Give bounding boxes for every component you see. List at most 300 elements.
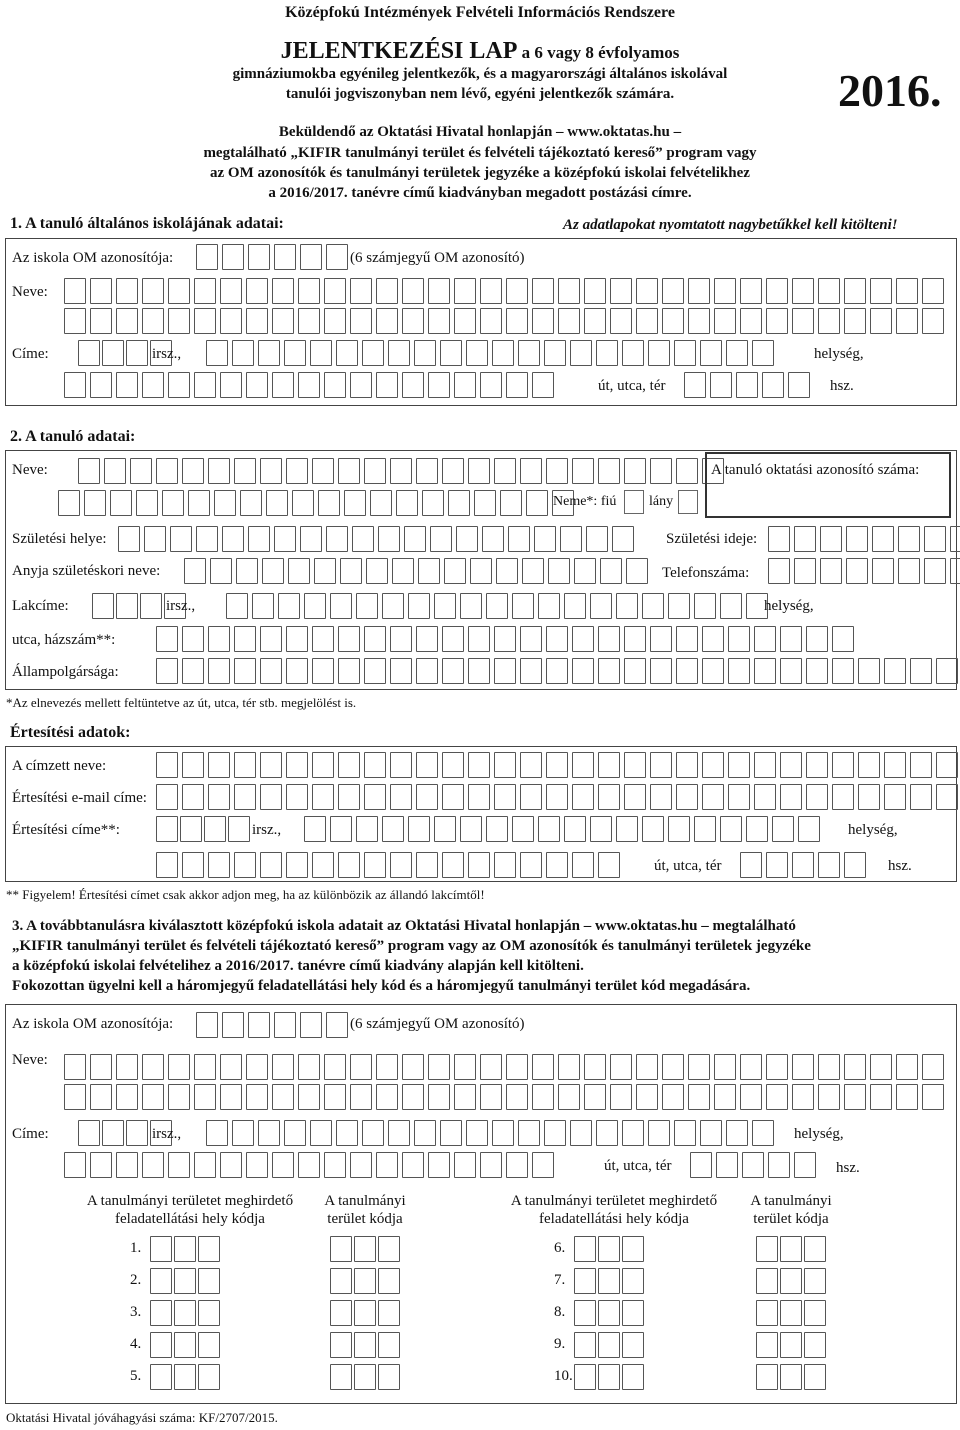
char-cell[interactable] xyxy=(662,1054,684,1080)
char-cell[interactable] xyxy=(338,658,360,684)
char-cell[interactable] xyxy=(402,1084,424,1110)
char-cell[interactable] xyxy=(884,752,906,778)
char-cell[interactable] xyxy=(558,278,580,304)
char-cell[interactable] xyxy=(260,852,282,878)
char-cell[interactable] xyxy=(742,1152,764,1178)
char-cell[interactable] xyxy=(248,526,270,552)
char-cell[interactable] xyxy=(694,816,716,842)
char-cell[interactable] xyxy=(182,852,204,878)
char-cell[interactable] xyxy=(310,340,332,366)
char-cell[interactable] xyxy=(752,1120,774,1146)
char-cell[interactable] xyxy=(598,784,620,810)
char-cell[interactable] xyxy=(222,1012,244,1038)
char-cell[interactable] xyxy=(662,278,684,304)
char-cell[interactable] xyxy=(676,626,698,652)
char-cell[interactable] xyxy=(440,1120,462,1146)
char-cell[interactable] xyxy=(324,308,346,334)
char-cell[interactable] xyxy=(142,1152,164,1178)
char-cell[interactable] xyxy=(274,526,296,552)
char-cell[interactable] xyxy=(220,278,242,304)
char-cell[interactable] xyxy=(338,784,360,810)
char-cell[interactable] xyxy=(896,308,918,334)
char-cell[interactable] xyxy=(150,1300,172,1326)
char-cell[interactable] xyxy=(714,1054,736,1080)
char-cell[interactable] xyxy=(780,1364,802,1390)
char-cell[interactable] xyxy=(300,244,322,270)
char-cell[interactable] xyxy=(572,852,594,878)
char-cell[interactable] xyxy=(174,1236,196,1262)
char-cell[interactable] xyxy=(798,816,820,842)
char-cell[interactable] xyxy=(208,626,230,652)
char-cell[interactable] xyxy=(804,1332,826,1358)
char-cell[interactable] xyxy=(532,1084,554,1110)
char-cell[interactable] xyxy=(416,658,438,684)
char-cell[interactable] xyxy=(454,308,476,334)
char-cell[interactable] xyxy=(454,278,476,304)
char-cell[interactable] xyxy=(454,1084,476,1110)
char-cell[interactable] xyxy=(532,308,554,334)
char-cell[interactable] xyxy=(416,458,438,484)
char-cell[interactable] xyxy=(382,816,404,842)
char-cell[interactable] xyxy=(416,752,438,778)
char-cell[interactable] xyxy=(756,1300,778,1326)
char-cell[interactable] xyxy=(574,1332,596,1358)
char-cell[interactable] xyxy=(642,593,664,619)
char-cell[interactable] xyxy=(126,340,148,366)
char-cell[interactable] xyxy=(714,1084,736,1110)
char-cell[interactable] xyxy=(182,752,204,778)
char-cell[interactable] xyxy=(330,1364,352,1390)
char-cell[interactable] xyxy=(194,372,216,398)
char-cell[interactable] xyxy=(298,372,320,398)
char-cell[interactable] xyxy=(182,784,204,810)
char-cell[interactable] xyxy=(574,558,596,584)
char-cell[interactable] xyxy=(356,816,378,842)
char-cell[interactable] xyxy=(116,372,138,398)
char-cell[interactable] xyxy=(754,752,776,778)
char-cell[interactable] xyxy=(352,526,374,552)
char-cell[interactable] xyxy=(584,308,606,334)
char-cell[interactable] xyxy=(522,558,544,584)
char-cell[interactable] xyxy=(650,658,672,684)
char-cell[interactable] xyxy=(116,1084,138,1110)
char-cell[interactable] xyxy=(338,458,360,484)
char-cell[interactable] xyxy=(222,244,244,270)
char-cell[interactable] xyxy=(246,1054,268,1080)
char-cell[interactable] xyxy=(434,593,456,619)
char-cell[interactable] xyxy=(326,244,348,270)
char-cell[interactable] xyxy=(156,784,178,810)
char-cell[interactable] xyxy=(390,752,412,778)
char-cell[interactable] xyxy=(832,784,854,810)
char-cell[interactable] xyxy=(936,784,958,810)
char-cell[interactable] xyxy=(220,308,242,334)
char-cell[interactable] xyxy=(780,626,802,652)
char-cell[interactable] xyxy=(492,340,514,366)
char-cell[interactable] xyxy=(208,852,230,878)
char-cell[interactable] xyxy=(584,1084,606,1110)
char-cell[interactable] xyxy=(728,784,750,810)
char-cell[interactable] xyxy=(590,816,612,842)
char-cell[interactable] xyxy=(402,308,424,334)
char-cell[interactable] xyxy=(720,593,742,619)
char-cell[interactable] xyxy=(844,1084,866,1110)
char-cell[interactable] xyxy=(364,658,386,684)
char-cell[interactable] xyxy=(64,1152,86,1178)
char-cell[interactable] xyxy=(150,1332,172,1358)
char-cell[interactable] xyxy=(284,340,306,366)
char-cell[interactable] xyxy=(780,658,802,684)
char-cell[interactable] xyxy=(648,1120,670,1146)
char-cell[interactable] xyxy=(468,658,490,684)
char-cell[interactable] xyxy=(448,490,470,516)
char-cell[interactable] xyxy=(584,278,606,304)
char-cell[interactable] xyxy=(600,558,622,584)
char-cell[interactable] xyxy=(688,1084,710,1110)
char-cell[interactable] xyxy=(780,1236,802,1262)
char-cell[interactable] xyxy=(804,1300,826,1326)
char-cell[interactable] xyxy=(414,340,436,366)
char-cell[interactable] xyxy=(506,1054,528,1080)
char-cell[interactable] xyxy=(326,526,348,552)
char-cell[interactable] xyxy=(598,852,620,878)
char-cell[interactable] xyxy=(780,1332,802,1358)
char-cell[interactable] xyxy=(174,1268,196,1294)
char-cell[interactable] xyxy=(570,1120,592,1146)
char-cell[interactable] xyxy=(714,278,736,304)
char-cell[interactable] xyxy=(298,1084,320,1110)
char-cell[interactable] xyxy=(662,308,684,334)
char-cell[interactable] xyxy=(558,1084,580,1110)
char-cell[interactable] xyxy=(688,1054,710,1080)
char-cell[interactable] xyxy=(494,752,516,778)
char-cell[interactable] xyxy=(788,372,810,398)
char-cell[interactable] xyxy=(728,658,750,684)
char-cell[interactable] xyxy=(110,490,132,516)
char-cell[interactable] xyxy=(300,526,322,552)
char-cell[interactable] xyxy=(64,1084,86,1110)
char-cell[interactable] xyxy=(262,558,284,584)
char-cell[interactable] xyxy=(90,278,112,304)
char-cell[interactable] xyxy=(378,526,400,552)
char-cell[interactable] xyxy=(286,658,308,684)
char-cell[interactable] xyxy=(376,278,398,304)
char-cell[interactable] xyxy=(610,1084,632,1110)
char-cell[interactable] xyxy=(676,752,698,778)
char-cell[interactable] xyxy=(116,278,138,304)
char-cell[interactable] xyxy=(676,458,698,484)
char-cell[interactable] xyxy=(390,852,412,878)
char-cell[interactable] xyxy=(324,1152,346,1178)
char-cell[interactable] xyxy=(390,658,412,684)
char-cell[interactable] xyxy=(688,278,710,304)
char-cell[interactable] xyxy=(818,1084,840,1110)
char-cell[interactable] xyxy=(422,490,444,516)
char-cell[interactable] xyxy=(442,852,464,878)
char-cell[interactable] xyxy=(180,816,202,842)
char-cell[interactable] xyxy=(806,626,828,652)
char-cell[interactable] xyxy=(204,816,226,842)
char-cell[interactable] xyxy=(90,372,112,398)
char-cell[interactable] xyxy=(922,308,944,334)
char-cell[interactable] xyxy=(702,626,724,652)
char-cell[interactable] xyxy=(872,558,894,584)
char-cell[interactable] xyxy=(312,626,334,652)
char-cell[interactable] xyxy=(870,1084,892,1110)
char-cell[interactable] xyxy=(292,490,314,516)
char-cell[interactable] xyxy=(272,1152,294,1178)
char-cell[interactable] xyxy=(766,278,788,304)
char-cell[interactable] xyxy=(354,1300,376,1326)
s2-gender-male-box[interactable] xyxy=(624,490,644,514)
char-cell[interactable] xyxy=(198,1236,220,1262)
char-cell[interactable] xyxy=(586,526,608,552)
char-cell[interactable] xyxy=(260,458,282,484)
char-cell[interactable] xyxy=(756,1332,778,1358)
char-cell[interactable] xyxy=(376,308,398,334)
char-cell[interactable] xyxy=(330,816,352,842)
char-cell[interactable] xyxy=(898,526,920,552)
char-cell[interactable] xyxy=(636,1054,658,1080)
char-cell[interactable] xyxy=(468,752,490,778)
char-cell[interactable] xyxy=(702,784,724,810)
char-cell[interactable] xyxy=(248,244,270,270)
char-cell[interactable] xyxy=(454,372,476,398)
char-cell[interactable] xyxy=(612,526,634,552)
char-cell[interactable] xyxy=(624,458,646,484)
char-cell[interactable] xyxy=(286,752,308,778)
char-cell[interactable] xyxy=(756,1268,778,1294)
char-cell[interactable] xyxy=(182,458,204,484)
char-cell[interactable] xyxy=(168,1084,190,1110)
char-cell[interactable] xyxy=(726,340,748,366)
char-cell[interactable] xyxy=(350,308,372,334)
char-cell[interactable] xyxy=(726,1120,748,1146)
char-cell[interactable] xyxy=(240,490,262,516)
char-cell[interactable] xyxy=(312,458,334,484)
char-cell[interactable] xyxy=(480,1152,502,1178)
char-cell[interactable] xyxy=(198,1364,220,1390)
char-cell[interactable] xyxy=(234,658,256,684)
char-cell[interactable] xyxy=(792,1084,814,1110)
char-cell[interactable] xyxy=(156,816,178,842)
char-cell[interactable] xyxy=(794,558,816,584)
char-cell[interactable] xyxy=(896,1084,918,1110)
char-cell[interactable] xyxy=(318,490,340,516)
char-cell[interactable] xyxy=(174,1364,196,1390)
char-cell[interactable] xyxy=(460,816,482,842)
char-cell[interactable] xyxy=(274,1012,296,1038)
char-cell[interactable] xyxy=(390,458,412,484)
char-cell[interactable] xyxy=(364,626,386,652)
char-cell[interactable] xyxy=(304,593,326,619)
char-cell[interactable] xyxy=(194,308,216,334)
char-cell[interactable] xyxy=(196,244,218,270)
char-cell[interactable] xyxy=(674,340,696,366)
char-cell[interactable] xyxy=(622,1300,644,1326)
char-cell[interactable] xyxy=(312,784,334,810)
char-cell[interactable] xyxy=(310,1120,332,1146)
char-cell[interactable] xyxy=(546,784,568,810)
char-cell[interactable] xyxy=(408,816,430,842)
char-cell[interactable] xyxy=(198,1300,220,1326)
char-cell[interactable] xyxy=(246,278,268,304)
char-cell[interactable] xyxy=(116,308,138,334)
char-cell[interactable] xyxy=(728,626,750,652)
char-cell[interactable] xyxy=(428,308,450,334)
char-cell[interactable] xyxy=(858,784,880,810)
char-cell[interactable] xyxy=(460,593,482,619)
char-cell[interactable] xyxy=(780,752,802,778)
char-cell[interactable] xyxy=(78,1120,100,1146)
char-cell[interactable] xyxy=(324,1054,346,1080)
char-cell[interactable] xyxy=(674,1120,696,1146)
char-cell[interactable] xyxy=(910,752,932,778)
char-cell[interactable] xyxy=(598,658,620,684)
char-cell[interactable] xyxy=(780,1268,802,1294)
char-cell[interactable] xyxy=(324,372,346,398)
char-cell[interactable] xyxy=(492,1120,514,1146)
char-cell[interactable] xyxy=(558,308,580,334)
char-cell[interactable] xyxy=(364,852,386,878)
char-cell[interactable] xyxy=(116,1054,138,1080)
char-cell[interactable] xyxy=(506,1152,528,1178)
char-cell[interactable] xyxy=(260,626,282,652)
char-cell[interactable] xyxy=(598,1364,620,1390)
char-cell[interactable] xyxy=(714,308,736,334)
char-cell[interactable] xyxy=(846,558,868,584)
char-cell[interactable] xyxy=(622,1364,644,1390)
char-cell[interactable] xyxy=(64,372,86,398)
char-cell[interactable] xyxy=(496,558,518,584)
char-cell[interactable] xyxy=(622,1268,644,1294)
char-cell[interactable] xyxy=(350,372,372,398)
char-cell[interactable] xyxy=(376,1152,398,1178)
char-cell[interactable] xyxy=(312,852,334,878)
char-cell[interactable] xyxy=(388,340,410,366)
char-cell[interactable] xyxy=(396,490,418,516)
char-cell[interactable] xyxy=(428,1084,450,1110)
char-cell[interactable] xyxy=(454,1152,476,1178)
char-cell[interactable] xyxy=(480,372,502,398)
char-cell[interactable] xyxy=(572,626,594,652)
char-cell[interactable] xyxy=(144,526,166,552)
char-cell[interactable] xyxy=(350,1084,372,1110)
char-cell[interactable] xyxy=(846,526,868,552)
char-cell[interactable] xyxy=(102,340,124,366)
char-cell[interactable] xyxy=(520,658,542,684)
char-cell[interactable] xyxy=(336,1120,358,1146)
char-cell[interactable] xyxy=(304,816,326,842)
char-cell[interactable] xyxy=(922,278,944,304)
char-cell[interactable] xyxy=(390,626,412,652)
char-cell[interactable] xyxy=(330,1236,352,1262)
char-cell[interactable] xyxy=(494,852,516,878)
char-cell[interactable] xyxy=(90,1054,112,1080)
char-cell[interactable] xyxy=(102,1120,124,1146)
char-cell[interactable] xyxy=(196,1012,218,1038)
char-cell[interactable] xyxy=(468,626,490,652)
char-cell[interactable] xyxy=(416,784,438,810)
char-cell[interactable] xyxy=(260,752,282,778)
char-cell[interactable] xyxy=(234,752,256,778)
char-cell[interactable] xyxy=(188,490,210,516)
char-cell[interactable] xyxy=(284,1120,306,1146)
char-cell[interactable] xyxy=(474,490,496,516)
char-cell[interactable] xyxy=(92,593,114,619)
char-cell[interactable] xyxy=(624,784,646,810)
char-cell[interactable] xyxy=(198,1268,220,1294)
char-cell[interactable] xyxy=(832,626,854,652)
char-cell[interactable] xyxy=(194,278,216,304)
char-cell[interactable] xyxy=(354,1332,376,1358)
char-cell[interactable] xyxy=(64,308,86,334)
char-cell[interactable] xyxy=(356,593,378,619)
char-cell[interactable] xyxy=(806,784,828,810)
char-cell[interactable] xyxy=(234,626,256,652)
char-cell[interactable] xyxy=(596,1120,618,1146)
char-cell[interactable] xyxy=(622,1332,644,1358)
char-cell[interactable] xyxy=(274,244,296,270)
char-cell[interactable] xyxy=(156,852,178,878)
char-cell[interactable] xyxy=(872,526,894,552)
char-cell[interactable] xyxy=(546,458,568,484)
char-cell[interactable] xyxy=(220,1084,242,1110)
char-cell[interactable] xyxy=(538,816,560,842)
char-cell[interactable] xyxy=(376,1054,398,1080)
char-cell[interactable] xyxy=(598,1332,620,1358)
char-cell[interactable] xyxy=(768,1152,790,1178)
char-cell[interactable] xyxy=(272,308,294,334)
char-cell[interactable] xyxy=(574,1268,596,1294)
char-cell[interactable] xyxy=(702,658,724,684)
char-cell[interactable] xyxy=(288,558,310,584)
char-cell[interactable] xyxy=(370,490,392,516)
char-cell[interactable] xyxy=(572,658,594,684)
char-cell[interactable] xyxy=(486,593,508,619)
char-cell[interactable] xyxy=(312,752,334,778)
char-cell[interactable] xyxy=(266,490,288,516)
char-cell[interactable] xyxy=(792,852,814,878)
char-cell[interactable] xyxy=(870,278,892,304)
char-cell[interactable] xyxy=(142,372,164,398)
char-cell[interactable] xyxy=(118,526,140,552)
char-cell[interactable] xyxy=(754,784,776,810)
char-cell[interactable] xyxy=(922,1084,944,1110)
char-cell[interactable] xyxy=(676,784,698,810)
char-cell[interactable] xyxy=(208,752,230,778)
char-cell[interactable] xyxy=(624,658,646,684)
char-cell[interactable] xyxy=(278,593,300,619)
char-cell[interactable] xyxy=(442,658,464,684)
char-cell[interactable] xyxy=(780,784,802,810)
char-cell[interactable] xyxy=(558,1054,580,1080)
char-cell[interactable] xyxy=(544,1120,566,1146)
char-cell[interactable] xyxy=(762,372,784,398)
char-cell[interactable] xyxy=(246,308,268,334)
char-cell[interactable] xyxy=(870,308,892,334)
char-cell[interactable] xyxy=(466,1120,488,1146)
char-cell[interactable] xyxy=(626,558,648,584)
char-cell[interactable] xyxy=(338,852,360,878)
char-cell[interactable] xyxy=(506,1084,528,1110)
char-cell[interactable] xyxy=(326,1012,348,1038)
char-cell[interactable] xyxy=(676,658,698,684)
char-cell[interactable] xyxy=(416,626,438,652)
char-cell[interactable] xyxy=(184,558,206,584)
char-cell[interactable] xyxy=(610,278,632,304)
char-cell[interactable] xyxy=(248,1012,270,1038)
